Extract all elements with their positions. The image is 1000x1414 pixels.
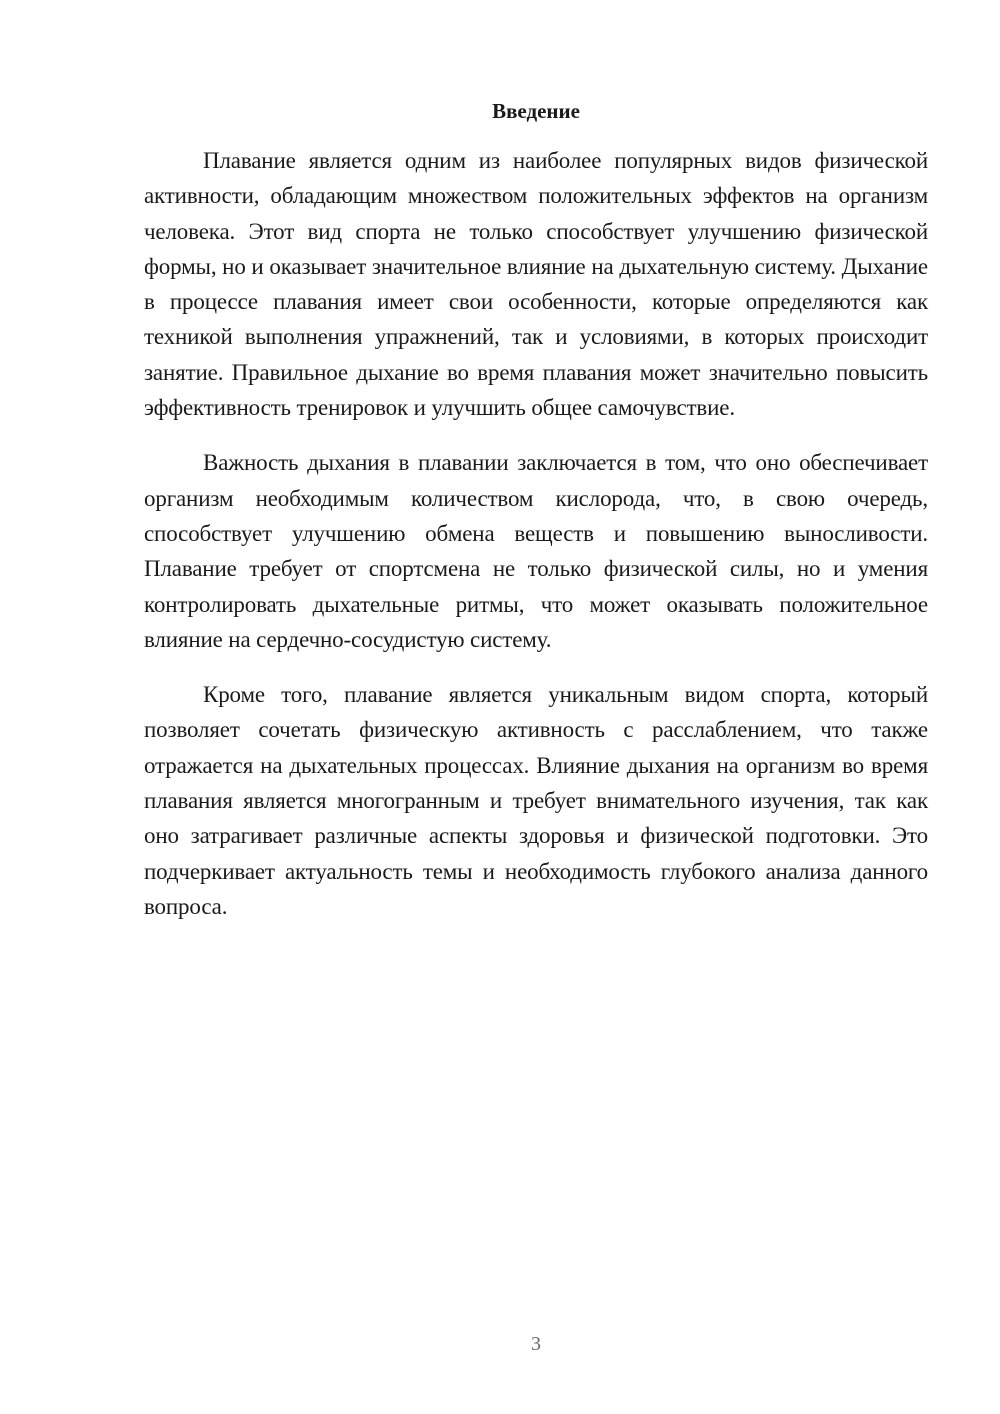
section-title: Введение bbox=[492, 99, 580, 123]
paragraph-relevance: Кроме того, плавание является уникальным видом спорта, который позволяет сочетать физическую активность с расслаблением, что также отражается на дыхательных процессах. Влияние дыхания на организм во время плавания является многогранным и требует внимательного изучения, так как оно затрагивает различные аспекты здоровья и физической подготовки. Это подчеркивает актуальность темы и необходимость глубокого анализа данного вопроса. bbox=[144, 682, 928, 919]
document-body bbox=[144, 143, 928, 944]
page-number: 3 bbox=[531, 1333, 541, 1355]
paragraph-intro: Плавание является одним из наиболее популярных видов физической активности, обладающим множеством положительных эффектов на организм человека. Этот вид спорта не только способствует улучшению физической формы, но и оказывает значительное влияние на дыхательную систему. Дыхание в процессе плавания имеет свои особенности, которые определяются как техникой выполнения упражнений, так и условиями, в которых происходит занятие. Правильное дыхание во время плавания может значительно повысить эффективность тренировок и улучшить общее самочувствие. bbox=[144, 148, 928, 421]
paragraph-breathing-importance: Важность дыхания в плавании заключается в том, что оно обеспечивает организм необходимым количеством кислорода, что, в свою очередь, способствует улучшению обмена веществ и повышению выносливости. Плавание требует от спортсмена не только физической силы, но и умения контролировать дыхательные ритмы, что может оказывать положительное влияние на сердечно-сосудистую систему. bbox=[144, 450, 928, 652]
